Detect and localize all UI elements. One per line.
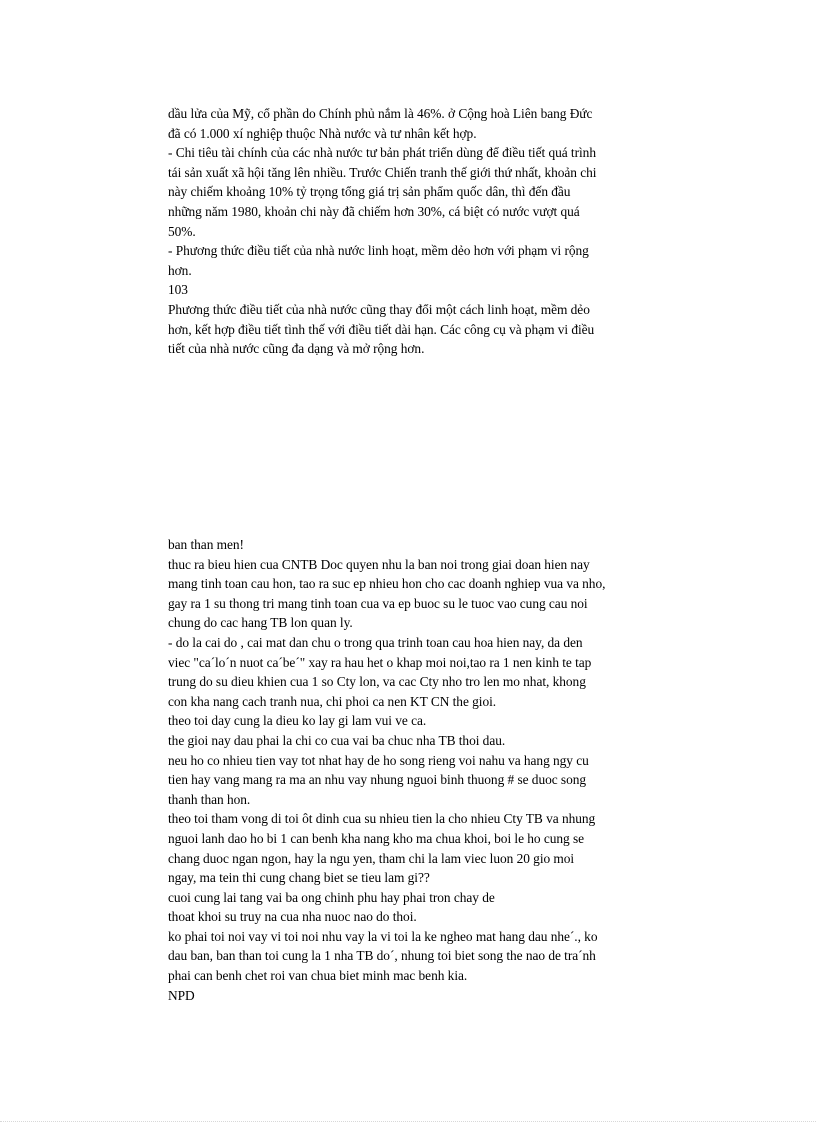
author-signature: NPD (168, 987, 195, 1003)
text-line: dầu lửa của Mỹ, cổ phần do Chính phủ nắm là 46%. ở Cộng hoà Liên bang Đức (168, 106, 593, 121)
text-line: the gioi nay dau phai la chi co cua vai ba chuc nha TB thoi dau. (168, 732, 506, 748)
text-line: phai can benh chet roi van chua biet minh mac benh kia. (168, 968, 468, 984)
text-line: gay ra 1 su thong tri mang tinh toan cua va ep buoc su le tuoc vao cung cau noi (168, 595, 588, 611)
text-line: thanh than hon. (168, 791, 251, 807)
text-line: theo toi day cung la dieu ko lay gi lam vui ve ca. (168, 713, 427, 729)
text-line: 50%. (168, 223, 196, 239)
text-line: - do la cai do , cai mat dan chu o trong qua trinh toan cau hoa hien nay, da den (168, 634, 583, 650)
text-line: nguoi lanh dao ho bi 1 can benh kha nang kho ma chua khoi, boi le ho cung se (168, 830, 585, 846)
text-line: hơn. (168, 262, 192, 278)
text-line: mang tinh toan cau hon, tao ra suc ep nhieu hon cho cac doanh nghiep vua va nho, (168, 576, 606, 592)
text-line: thuc ra bieu hien cua CNTB Doc quyen nhu la ban noi trong giai doan hien nay (168, 556, 590, 572)
text-line: Phương thức điều tiết của nhà nước cũng thay đổi một cách linh hoạt, mềm dẻo (168, 301, 590, 317)
text-line: thoat khoi su truy na cua nha nuoc nao do thoi. (168, 909, 417, 925)
text-line: tái sản xuất xã hội tăng lên nhiều. Trước Chiến tranh thế giới thứ nhất, khoản chi (168, 164, 597, 180)
page-bottom-divider (0, 1121, 816, 1122)
text-line: hơn, kết hợp điều tiết tình thế với điều tiết dài hạn. Các công cụ và phạm vi điều (168, 321, 595, 337)
text-line: - Chi tiêu tài chính của các nhà nước tư bản phát triển dùng để điều tiết quá trình (168, 145, 596, 161)
text-line: này chiếm khoảng 10% tỷ trọng tổng giá trị sản phẩm quốc dân, thì đến đầu (168, 184, 571, 200)
text-line: tiết của nhà nước cũng đa dạng và mở rộng hơn. (168, 341, 425, 357)
text-line: theo toi tham vong di toi ôt dinh cua su nhieu tien la cho nhieu Cty TB va nhung (168, 811, 596, 827)
text-line: chung do cac hang TB lon quan ly. (168, 615, 353, 631)
text-line: những năm 1980, khoản chi này đã chiếm hơn 30%, cá biệt có nước vượt quá (168, 203, 580, 219)
text-line: dau ban, ban than toi cung la 1 nha TB do´, nhung toi biet song the nao de tra´nh (168, 948, 596, 964)
text-section-top (168, 104, 708, 359)
text-line: trung do su dieu khien cua 1 so Cty lon, va cac Cty nho tro len mo nhat, khong (168, 674, 586, 690)
text-line: ko phai toi noi vay vi toi noi nhu vay la vi toi la ke ngheo mat hang dau nhe´., ko (168, 928, 598, 944)
text-line: viec "ca´lo´n nuot ca´be´" xay ra hau het o khap moi noi,tao ra 1 nen kinh te tap (168, 654, 592, 670)
text-line: tien hay vang mang ra ma an nhu vay nhung nguoi binh thuong # se duoc song (168, 772, 587, 788)
text-line: - Phương thức điều tiết của nhà nước linh hoạt, mềm dẻo hơn với phạm vi rộng (168, 243, 589, 259)
text-line: neu ho co nhieu tien vay tot nhat hay de ho song rieng voi nahu va hang ngy cu (168, 752, 589, 768)
text-line: con kha nang cach tranh nua, chi phoi ca nen KT CN the gioi. (168, 693, 497, 709)
text-line: đã có 1.000 xí nghiệp thuộc Nhà nước và tư nhân kết hợp. (168, 125, 477, 141)
text-line: chang duoc ngan ngon, hay la ngu yen, tham chi la lam viec luon 20 gio moi (168, 850, 575, 866)
text-line: ngay, ma tein thi cung chang biet se tieu lam gi?? (168, 870, 430, 886)
text-line: cuoi cung lai tang vai ba ong chinh phu hay phai tron chay de (168, 889, 495, 905)
text-line: ban than men! (168, 537, 244, 552)
text-section-bottom (168, 535, 708, 1005)
page-number: 103 (168, 282, 188, 298)
